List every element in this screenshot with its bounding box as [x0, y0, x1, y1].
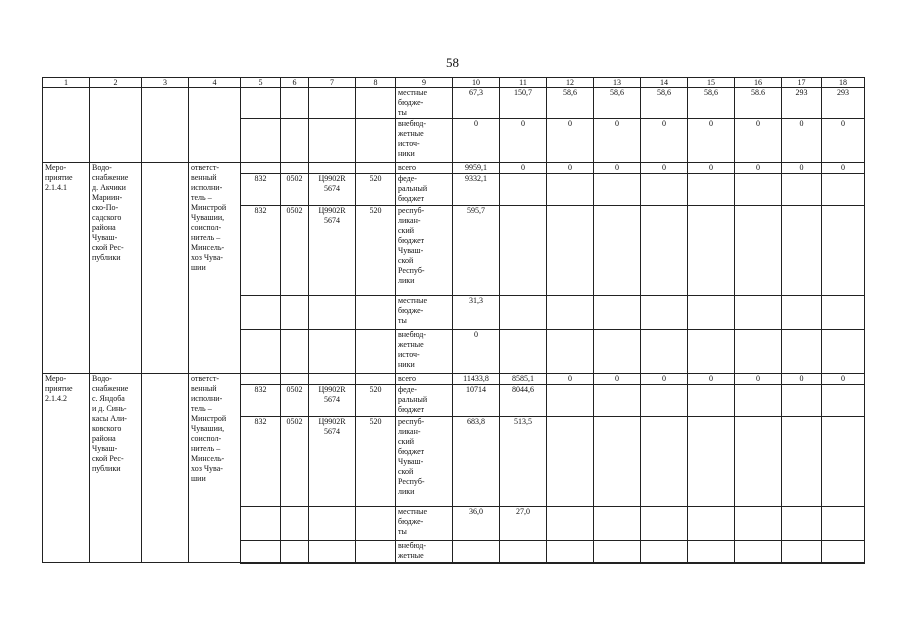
cell: [241, 507, 281, 541]
column-number-row: [43, 78, 865, 88]
cell: [281, 119, 309, 163]
funding-source: респуб- ликан- ский бюджет Чуваш- ской Респуб- лики: [396, 417, 453, 507]
target-code: Ц9902R 5674: [309, 206, 356, 296]
value-cell: 0: [547, 119, 594, 163]
value-cell: 11433,8: [453, 374, 500, 385]
value-cell: 0: [735, 374, 782, 385]
value-cell: [782, 206, 822, 296]
value-cell: 8585,1: [500, 374, 547, 385]
col-header: 1: [43, 78, 90, 88]
cell: [241, 541, 281, 563]
cell: [90, 88, 142, 163]
cell: [356, 330, 396, 374]
value-cell: 0: [594, 163, 641, 174]
cell: [281, 374, 309, 385]
value-cell: 9332,1: [453, 174, 500, 206]
section-code: 0502: [281, 206, 309, 296]
value-cell: 0: [782, 163, 822, 174]
value-cell: 0: [594, 119, 641, 163]
value-cell: [641, 330, 688, 374]
value-cell: [735, 330, 782, 374]
cell: [142, 88, 189, 163]
target-code: Ц9902R 5674: [309, 174, 356, 206]
value-cell: [594, 385, 641, 417]
expense-type: 520: [356, 417, 396, 507]
value-cell: [735, 174, 782, 206]
ministry-code: 832: [241, 174, 281, 206]
cell: [309, 88, 356, 119]
cell: [356, 88, 396, 119]
value-cell: [735, 296, 782, 330]
cell: [241, 330, 281, 374]
value-cell: 0: [782, 119, 822, 163]
value-cell: [547, 206, 594, 296]
value-cell: [822, 206, 865, 296]
expense-type: 520: [356, 385, 396, 417]
expense-type: 520: [356, 206, 396, 296]
value-cell: 0: [688, 163, 735, 174]
col-header: 7: [309, 78, 356, 88]
value-cell: [641, 296, 688, 330]
col-header: 3: [142, 78, 189, 88]
value-cell: 0: [822, 374, 865, 385]
page-number: 58: [446, 55, 459, 70]
value-cell: [594, 507, 641, 541]
measure-id: Меро- приятие 2.1.4.1: [43, 163, 90, 374]
col-header: 17: [782, 78, 822, 88]
value-cell: [547, 174, 594, 206]
value-cell: 0: [641, 163, 688, 174]
value-cell: 58.6: [735, 88, 782, 119]
cell: [281, 507, 309, 541]
value-cell: [688, 174, 735, 206]
value-cell: [782, 296, 822, 330]
col-header: 16: [735, 78, 782, 88]
col-header: 15: [688, 78, 735, 88]
value-cell: [500, 330, 547, 374]
value-cell: [735, 206, 782, 296]
measure-id: Меро- приятие 2.1.4.2: [43, 374, 90, 563]
value-cell: [688, 385, 735, 417]
value-cell: [547, 417, 594, 507]
value-cell: 0: [782, 374, 822, 385]
value-cell: [547, 507, 594, 541]
value-cell: [688, 296, 735, 330]
col-header: 13: [594, 78, 641, 88]
cell: [241, 296, 281, 330]
cell: [142, 374, 189, 563]
cell: [309, 330, 356, 374]
value-cell: 8044,6: [500, 385, 547, 417]
value-cell: [782, 330, 822, 374]
col-header: 4: [189, 78, 241, 88]
value-cell: 58,6: [641, 88, 688, 119]
measure-name: Водо- снабжение д. Акчики Мариин- ско-По- садского района Чуваш- ской Рес- публики: [90, 163, 142, 374]
funding-source: местные бюдже- ты: [396, 296, 453, 330]
cell: [281, 88, 309, 119]
value-cell: [688, 206, 735, 296]
value-cell: 0: [453, 119, 500, 163]
value-cell: 0: [500, 119, 547, 163]
value-cell: [641, 541, 688, 563]
cell: [241, 163, 281, 174]
value-cell: [641, 385, 688, 417]
value-cell: 58,6: [688, 88, 735, 119]
expense-type: 520: [356, 174, 396, 206]
target-code: Ц9902R 5674: [309, 417, 356, 507]
funding-source: местные бюдже- ты: [396, 88, 453, 119]
value-cell: [822, 385, 865, 417]
value-cell: [735, 417, 782, 507]
cell: [241, 119, 281, 163]
ministry-code: 832: [241, 385, 281, 417]
value-cell: [688, 507, 735, 541]
value-cell: [594, 541, 641, 563]
section-code: 0502: [281, 174, 309, 206]
value-cell: [594, 174, 641, 206]
cell: [281, 330, 309, 374]
value-cell: 595,7: [453, 206, 500, 296]
cell: [281, 296, 309, 330]
cell: [189, 88, 241, 163]
value-cell: [500, 206, 547, 296]
col-header: 8: [356, 78, 396, 88]
value-cell: [782, 385, 822, 417]
funding-source: феде- ральный бюджет: [396, 174, 453, 206]
cell: [356, 507, 396, 541]
value-cell: 0: [735, 163, 782, 174]
col-header: 5: [241, 78, 281, 88]
col-header: 18: [822, 78, 865, 88]
value-cell: [500, 541, 547, 563]
cell: [356, 163, 396, 174]
value-cell: [822, 174, 865, 206]
value-cell: [547, 541, 594, 563]
funding-source: всего: [396, 163, 453, 174]
measure-name: Водо- снабжение с. Яндоба и д. Синь- касы Али- ковского района Чуваш- ской Рес- публики: [90, 374, 142, 563]
table-row: [43, 374, 865, 385]
value-cell: [547, 330, 594, 374]
cell: [309, 507, 356, 541]
col-header: 6: [281, 78, 309, 88]
value-cell: 58,6: [547, 88, 594, 119]
cell: [356, 119, 396, 163]
value-cell: 513,5: [500, 417, 547, 507]
value-cell: [641, 206, 688, 296]
responsible-executor: ответст- венный исполни- тель – Минстрой Чувашии, соиспол- нитель – Минсель- хоз Чува- шии: [189, 163, 241, 374]
table-row: [43, 88, 865, 119]
budget-table: [42, 77, 865, 564]
cell: [309, 119, 356, 163]
value-cell: [782, 507, 822, 541]
value-cell: 31,3: [453, 296, 500, 330]
value-cell: [822, 417, 865, 507]
value-cell: 0: [500, 163, 547, 174]
value-cell: [641, 507, 688, 541]
ministry-code: 832: [241, 417, 281, 507]
value-cell: [547, 296, 594, 330]
value-cell: [453, 541, 500, 563]
funding-source: внебюд- жетные источ- ники: [396, 119, 453, 163]
value-cell: 10714: [453, 385, 500, 417]
target-code: Ц9902R 5674: [309, 385, 356, 417]
value-cell: 58,6: [594, 88, 641, 119]
value-cell: [500, 174, 547, 206]
value-cell: 0: [453, 330, 500, 374]
value-cell: [822, 330, 865, 374]
cell: [356, 296, 396, 330]
value-cell: [688, 417, 735, 507]
value-cell: 0: [688, 119, 735, 163]
value-cell: 293: [782, 88, 822, 119]
value-cell: [822, 507, 865, 541]
col-header: 12: [547, 78, 594, 88]
cell: [241, 374, 281, 385]
value-cell: 0: [735, 119, 782, 163]
value-cell: [688, 330, 735, 374]
ministry-code: 832: [241, 206, 281, 296]
value-cell: 0: [822, 163, 865, 174]
value-cell: [500, 296, 547, 330]
value-cell: 0: [641, 374, 688, 385]
value-cell: 0: [641, 119, 688, 163]
cell: [142, 163, 189, 374]
value-cell: [594, 206, 641, 296]
value-cell: 293: [822, 88, 865, 119]
funding-source: всего: [396, 374, 453, 385]
responsible-executor: ответст- венный исполни- тель – Минстрой Чувашии, соиспол- нитель – Минсель- хоз Чува- шии: [189, 374, 241, 563]
value-cell: [594, 296, 641, 330]
cell: [356, 541, 396, 563]
cell: [309, 374, 356, 385]
cell: [43, 88, 90, 163]
value-cell: [822, 296, 865, 330]
cell: [281, 163, 309, 174]
funding-source: респуб- ликан- ский бюджет Чуваш- ской Респуб- лики: [396, 206, 453, 296]
value-cell: [782, 417, 822, 507]
value-cell: [594, 330, 641, 374]
value-cell: 0: [688, 374, 735, 385]
value-cell: [782, 541, 822, 563]
funding-source: внебюд- жетные источ- ники: [396, 330, 453, 374]
col-header: 10: [453, 78, 500, 88]
funding-source: внебюд- жетные: [396, 541, 453, 563]
value-cell: 36,0: [453, 507, 500, 541]
table-row: [43, 163, 865, 174]
value-cell: 0: [822, 119, 865, 163]
section-code: 0502: [281, 417, 309, 507]
value-cell: [735, 385, 782, 417]
cell: [281, 541, 309, 563]
value-cell: [641, 417, 688, 507]
value-cell: [641, 174, 688, 206]
cell: [309, 541, 356, 563]
value-cell: [735, 541, 782, 563]
col-header: 2: [90, 78, 142, 88]
value-cell: 9959,1: [453, 163, 500, 174]
col-header: 14: [641, 78, 688, 88]
value-cell: [735, 507, 782, 541]
cell: [309, 163, 356, 174]
funding-source: феде- ральный бюджет: [396, 385, 453, 417]
cell: [309, 296, 356, 330]
value-cell: [688, 541, 735, 563]
funding-source: местные бюдже- ты: [396, 507, 453, 541]
col-header: 9: [396, 78, 453, 88]
value-cell: 0: [547, 374, 594, 385]
value-cell: [782, 174, 822, 206]
value-cell: [594, 417, 641, 507]
value-cell: 67,3: [453, 88, 500, 119]
value-cell: 0: [594, 374, 641, 385]
section-code: 0502: [281, 385, 309, 417]
cell: [356, 374, 396, 385]
value-cell: [547, 385, 594, 417]
col-header: 11: [500, 78, 547, 88]
cell: [241, 88, 281, 119]
value-cell: [822, 541, 865, 563]
value-cell: 150,7: [500, 88, 547, 119]
value-cell: 683,8: [453, 417, 500, 507]
value-cell: 27,0: [500, 507, 547, 541]
value-cell: 0: [547, 163, 594, 174]
